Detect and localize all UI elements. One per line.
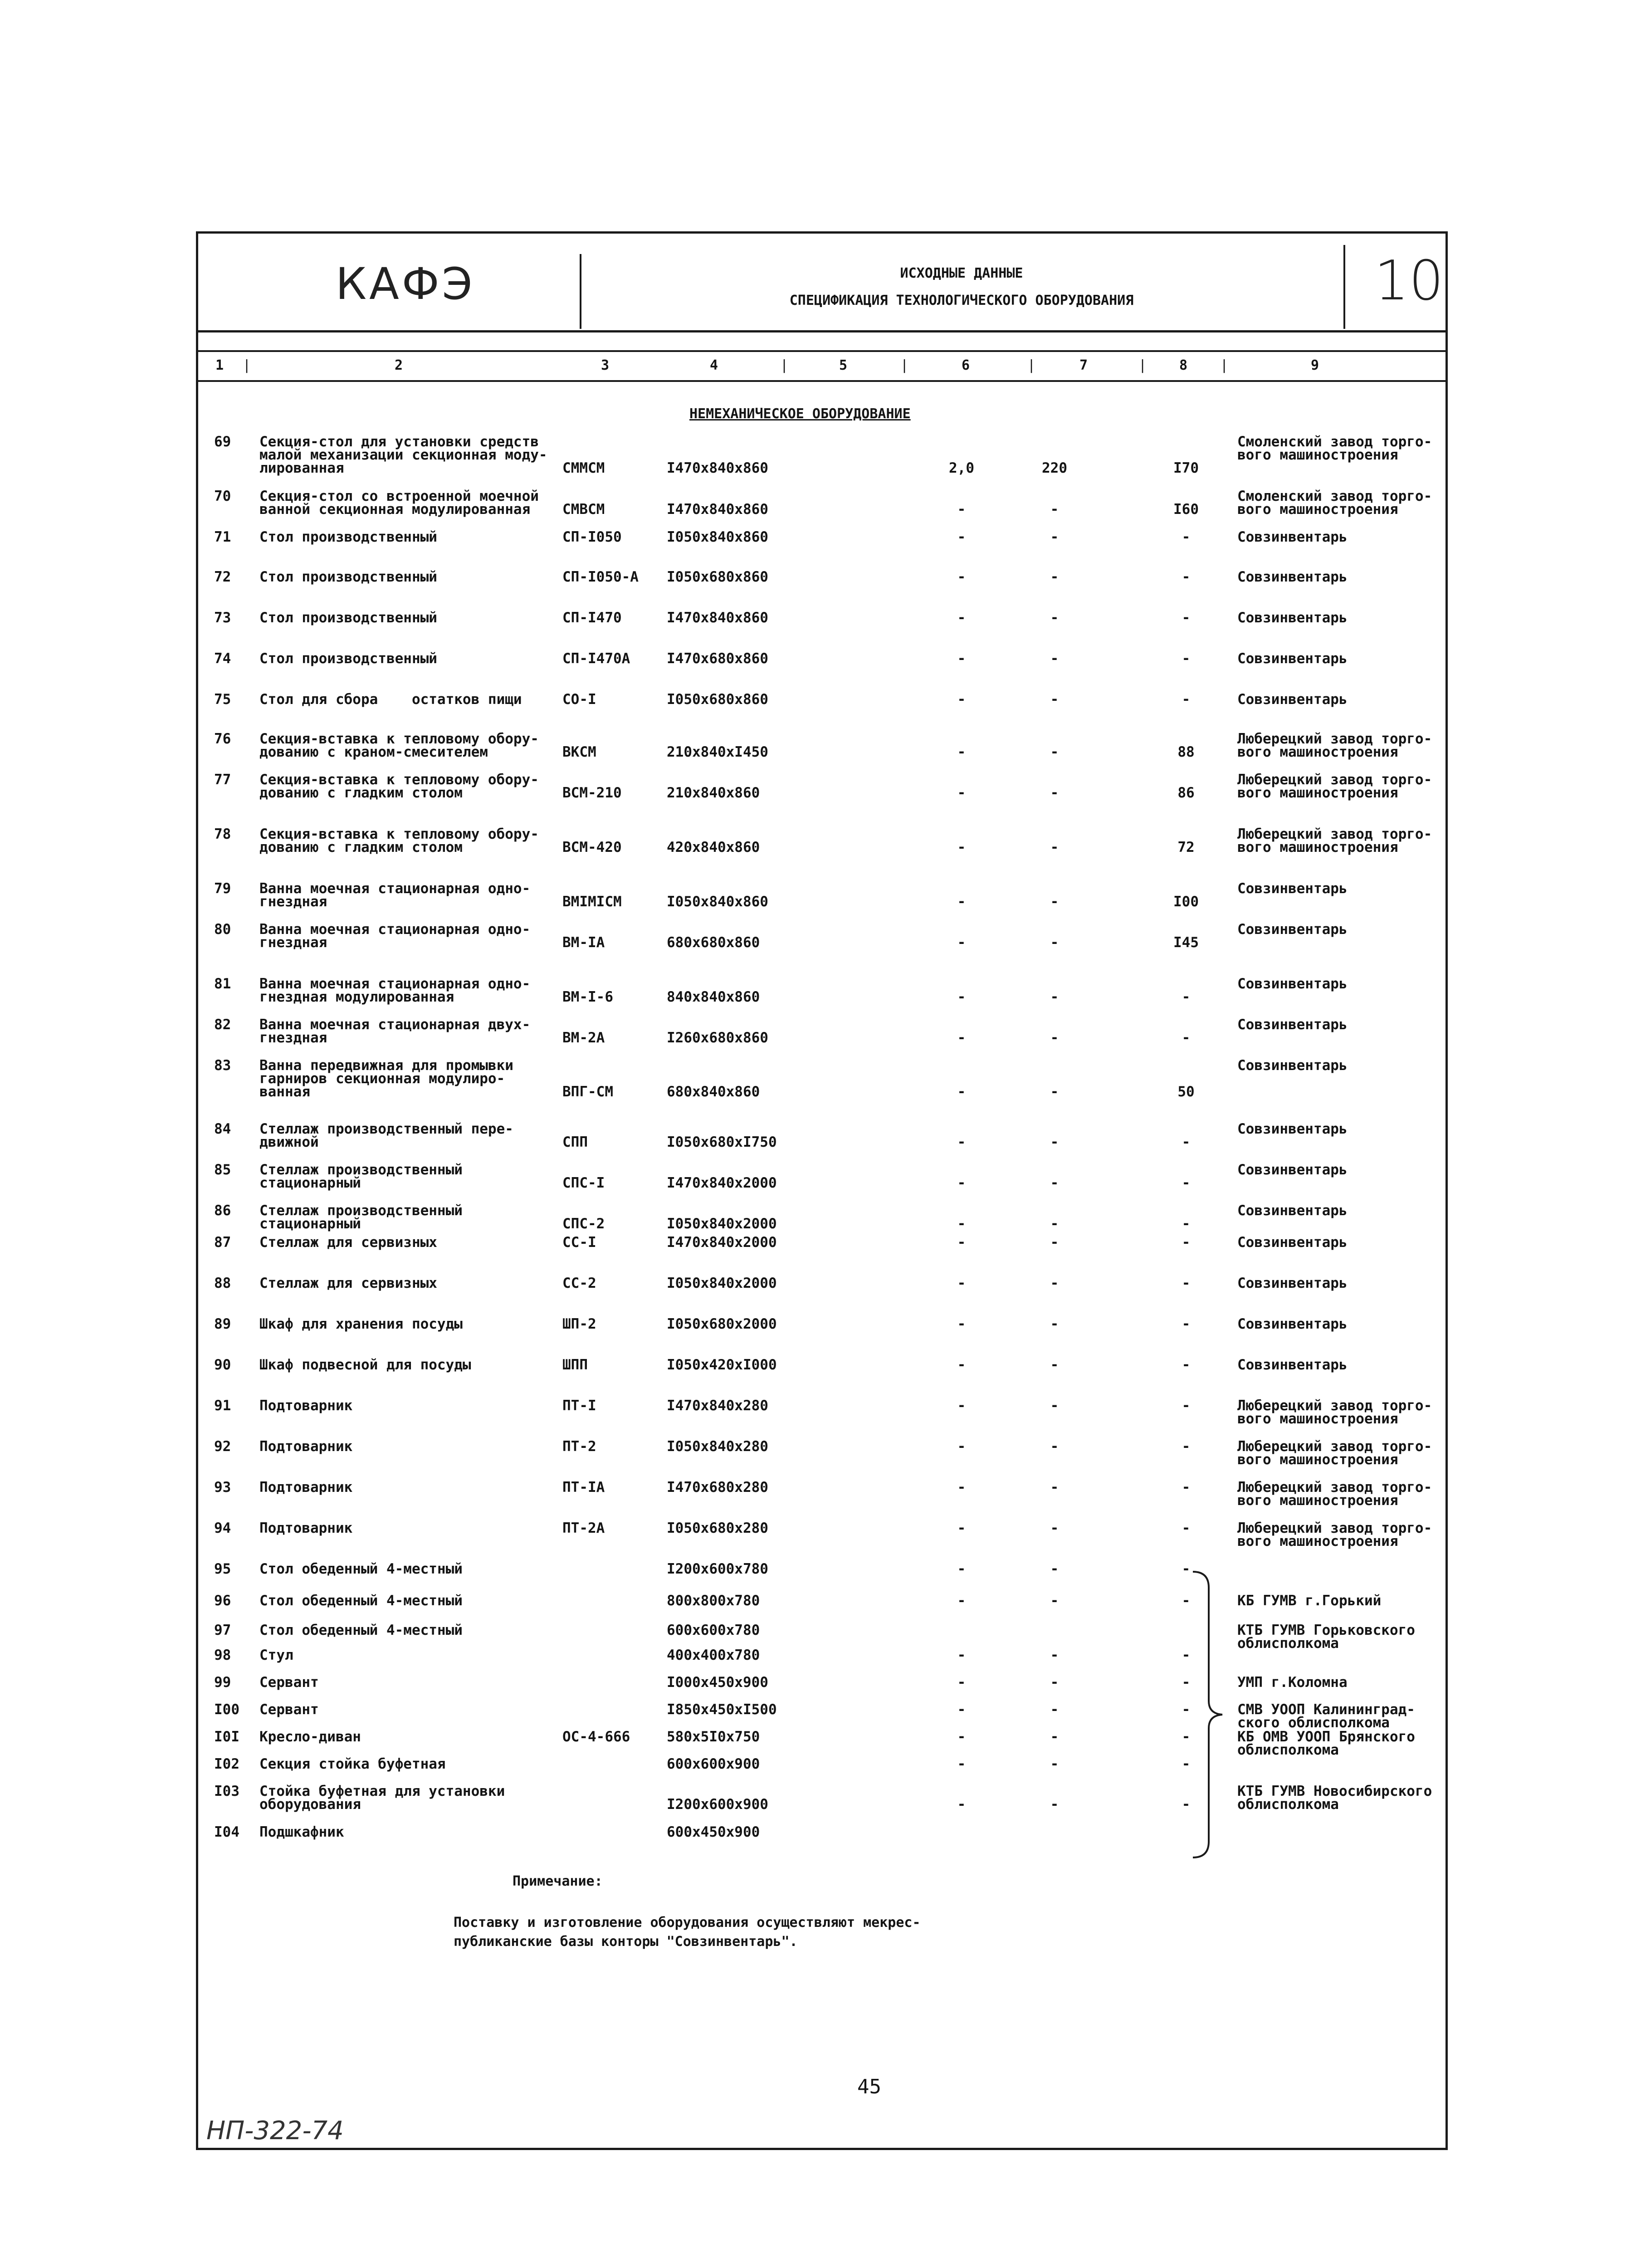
item-manufacturer: Смоленский завод торго- вого машиностроения [1237,488,1432,518]
item-name: Подтоварник [259,1479,353,1496]
item-name: Сервант [259,1674,319,1691]
item-mark: ПТ-I [562,1398,596,1414]
item-manufacturer: Люберецкий завод торго- вого машиностроения [1237,1520,1432,1549]
item-manufacturer: Совзинвентарь [1237,569,1348,585]
item-col8: 88 [1177,744,1195,760]
item-col6: - [957,1275,966,1291]
note-title: Примечание: [513,1873,603,1889]
item-mark: ШПП [562,1357,588,1373]
item-dimensions: I470x840x860 [667,460,768,476]
item-name: Шкаф для хранения посуды [259,1316,463,1332]
item-dimensions: I470x840x2000 [667,1234,777,1251]
column-separator: | [1220,357,1229,373]
item-name: Секция-стол для установки средств малой механизации секционная моду- лированная [259,434,547,476]
item-col7: - [1050,650,1059,667]
row-number: 93 [214,1479,231,1496]
item-col7: - [1050,1030,1059,1046]
item-manufacturer: КТБ ГУМВ Новосибирского облисполкома [1237,1783,1432,1813]
item-dimensions: I470x680x860 [667,650,768,667]
row-number: 73 [214,610,231,626]
item-col7: - [1050,1561,1059,1577]
item-col8: - [1182,691,1191,708]
item-col6: - [957,894,966,910]
item-col6: - [957,529,966,545]
row-number: 77 [214,772,231,788]
item-name: Ванна моечная стационарная одно- гнездная [259,921,531,951]
item-col7: - [1050,610,1059,626]
item-col6: - [957,1134,966,1150]
item-col6: - [957,1316,966,1332]
column-header-7: 7 [1079,357,1088,373]
item-col8: - [1182,1647,1191,1663]
item-col6: - [957,1175,966,1191]
item-dimensions: 210x840xI450 [667,744,768,760]
item-col7: - [1050,1216,1059,1232]
item-manufacturer: Люберецкий завод торго- вого машиностроения [1237,1438,1432,1468]
row-number: I04 [214,1824,239,1840]
item-col8: - [1182,1316,1191,1332]
item-dimensions: I050x680x860 [667,569,768,585]
item-name: Стол обеденный 4-местный [259,1561,463,1577]
item-dimensions: 800x800x780 [667,1593,760,1609]
item-mark: СМВСМ [562,501,605,518]
row-number: 87 [214,1234,231,1251]
item-col8: - [1182,1561,1191,1577]
item-col8: 86 [1177,785,1195,801]
item-col7: - [1050,785,1059,801]
item-manufacturer: СМВ УООП Калининград- ского облисполкома [1237,1701,1415,1731]
item-mark: ПТ-IА [562,1479,605,1496]
item-manufacturer: КБ ГУМВ г.Горький [1237,1593,1382,1609]
item-col6: - [957,1674,966,1691]
header-title-line1: ИСХОДНЫЕ ДАННЫЕ [900,265,1023,281]
item-col7: - [1050,1647,1059,1663]
row-number: I03 [214,1783,239,1799]
item-dimensions: I260x680x860 [667,1030,768,1046]
company-logo: КАФЭ [336,259,475,309]
item-manufacturer: Совзинвентарь [1237,880,1348,897]
item-mark: ПТ-2 [562,1438,596,1455]
item-name: Стол для сбора остатков пищи [259,691,522,708]
sheet-number: 10 [1374,249,1444,313]
item-dimensions: I050x840x2000 [667,1216,777,1232]
column-header-5: 5 [839,357,848,373]
group-brace [1191,1569,1227,1860]
item-col6: - [957,501,966,518]
item-col7: - [1050,1084,1059,1100]
row-number: 75 [214,691,231,708]
item-dimensions: I050x680xI750 [667,1134,777,1150]
item-dimensions: I470x840x2000 [667,1175,777,1191]
item-name: Подтоварник [259,1520,353,1536]
item-col7: - [1050,501,1059,518]
column-header-8: 8 [1179,357,1188,373]
row-number: 85 [214,1162,231,1178]
item-mark: СО-I [562,691,596,708]
row-number: 89 [214,1316,231,1332]
row-number: 99 [214,1674,231,1691]
item-name: Секция-стол со встроенной моечной ванной секционная модулированная [259,488,539,518]
item-dimensions: I050x840x860 [667,529,768,545]
item-manufacturer: Люберецкий завод торго- вого машиностроения [1237,731,1432,760]
item-name: Стойка буфетная для установки оборудования [259,1783,505,1813]
column-header-3: 3 [601,357,610,373]
item-col7: - [1050,1701,1059,1718]
item-dimensions: 680x680x860 [667,934,760,951]
item-name: Стеллаж для сервизных [259,1234,437,1251]
item-mark: СС-2 [562,1275,596,1291]
item-name: Ванна передвижная для промывки гарниров секционная модулиро- ванная [259,1057,513,1100]
item-manufacturer: Совзинвентарь [1237,1275,1348,1291]
item-col7: - [1050,989,1059,1005]
item-col7: - [1050,1438,1059,1455]
item-col6: - [957,1593,966,1609]
item-mark: ВМIМIСМ [562,894,622,910]
row-number: 96 [214,1593,231,1609]
item-mark: СП-I470А [562,650,630,667]
item-mark: СММСМ [562,460,605,476]
item-col6: - [957,691,966,708]
item-col8: - [1182,569,1191,585]
item-dimensions: 420x840x860 [667,839,760,855]
item-mark: СП-I470 [562,610,622,626]
column-header-2: 2 [395,357,403,373]
item-col6: - [957,1030,966,1046]
item-col6: - [957,610,966,626]
item-manufacturer: Совзинвентарь [1237,1357,1348,1373]
row-number: 69 [214,434,231,450]
item-manufacturer: Совзинвентарь [1237,1316,1348,1332]
item-manufacturer: Люберецкий завод торго- вого машиностроения [1237,826,1432,855]
item-mark: СПП [562,1134,588,1150]
item-dimensions: I050x840x280 [667,1438,768,1455]
item-col6: 2,0 [949,460,974,476]
item-manufacturer: Люберецкий завод торго- вого машиностроения [1237,1479,1432,1509]
item-dimensions: 400x400x780 [667,1647,760,1663]
item-manufacturer: Совзинвентарь [1237,691,1348,708]
row-number: I00 [214,1701,239,1718]
item-col6: - [957,1438,966,1455]
item-dimensions: 580x5I0x750 [667,1729,760,1745]
item-name: Секция-вставка к тепловому обору- дованию с гладким столом [259,826,539,855]
item-name: Шкаф подвесной для посуды [259,1357,471,1373]
row-number: I02 [214,1756,239,1772]
item-mark: СП-I050 [562,529,622,545]
item-col8: 50 [1177,1084,1195,1100]
item-name: Сервант [259,1701,319,1718]
item-dimensions: 840x840x860 [667,989,760,1005]
column-header-4: 4 [710,357,718,373]
item-col6: - [957,1216,966,1232]
item-col7: - [1050,529,1059,545]
item-col8: - [1182,1030,1191,1046]
item-manufacturer: Совзинвентарь [1237,1234,1348,1251]
item-col7: - [1050,1316,1059,1332]
item-name: Ванна моечная стационарная одно- гнездная [259,880,531,910]
item-dimensions: I470x840x860 [667,501,768,518]
header-bottom-rule [196,330,1448,332]
row-number: 76 [214,731,231,747]
item-dimensions: I050x680x2000 [667,1316,777,1332]
item-col8: - [1182,1175,1191,1191]
item-col6: - [957,1479,966,1496]
item-name: Подтоварник [259,1398,353,1414]
row-number: 90 [214,1357,231,1373]
item-col6: - [957,1701,966,1718]
item-name: Стол производственный [259,529,437,545]
item-col6: - [957,569,966,585]
header-divider-right [1343,245,1345,329]
item-col8: - [1182,1701,1191,1718]
item-col6: - [957,839,966,855]
item-col8: - [1182,1479,1191,1496]
item-col7: 220 [1042,460,1067,476]
item-col8: - [1182,1520,1191,1536]
item-dimensions: I050x680x280 [667,1520,768,1536]
row-number: 81 [214,976,231,992]
row-number: 70 [214,488,231,504]
item-col6: - [957,989,966,1005]
item-dimensions: I050x840x2000 [667,1275,777,1291]
item-col8: I60 [1173,501,1199,518]
item-col8: - [1182,1216,1191,1232]
item-col8: - [1182,1357,1191,1373]
item-mark: ВСМ-420 [562,839,622,855]
column-separator: | [1027,357,1036,373]
column-header-bottom-rule [196,380,1448,382]
item-col6: - [957,1234,966,1251]
item-name: Ванна моечная стационарная одно- гнездная модулированная [259,976,531,1005]
row-number: 94 [214,1520,231,1536]
item-manufacturer: Совзинвентарь [1237,529,1348,545]
note-text: Поставку и изготовление оборудования осуществляют мекрес- публиканские базы конторы "Совзинвентарь". [454,1915,921,1950]
item-dimensions: 600x450x900 [667,1824,760,1840]
item-col7: - [1050,1520,1059,1536]
item-col8: - [1182,1275,1191,1291]
item-dimensions: 600x600x900 [667,1756,760,1772]
item-col6: - [957,1084,966,1100]
item-col7: - [1050,1756,1059,1772]
item-col7: - [1050,1275,1059,1291]
column-header-top-rule [196,350,1448,352]
item-dimensions: 680x840x860 [667,1084,760,1100]
item-col8: - [1182,650,1191,667]
item-col6: - [957,1520,966,1536]
item-col7: - [1050,1593,1059,1609]
item-col8: - [1182,1729,1191,1745]
item-name: Подшкафник [259,1824,344,1840]
item-col6: - [957,1647,966,1663]
item-dimensions: I200x600x780 [667,1561,768,1577]
item-name: Стеллаж для сервизных [259,1275,437,1291]
item-col6: - [957,1756,966,1772]
item-name: Стеллаж производственный стационарный [259,1202,463,1232]
item-dimensions: I050x840x860 [667,894,768,910]
item-col7: - [1050,839,1059,855]
item-name: Стул [259,1647,293,1663]
column-separator: | [900,357,909,373]
item-name: Стеллаж производственный пере- движной [259,1121,513,1150]
document-code: НП-322-74 [206,2116,344,2146]
row-number: 88 [214,1275,231,1291]
item-manufacturer: Совзинвентарь [1237,650,1348,667]
item-col7: - [1050,1398,1059,1414]
item-col6: - [957,650,966,667]
item-col6: - [957,934,966,951]
item-col6: - [957,1357,966,1373]
item-col8: - [1182,529,1191,545]
section-title: НЕМЕХАНИЧЕСКОЕ ОБОРУДОВАНИЕ [689,406,911,422]
item-manufacturer: Совзинвентарь [1237,1057,1348,1074]
row-number: 79 [214,880,231,897]
row-number: 80 [214,921,231,938]
item-col8: - [1182,1134,1191,1150]
item-mark: ПТ-2А [562,1520,605,1536]
item-mark: СПС-2 [562,1216,605,1232]
row-number: 74 [214,650,231,667]
row-number: 98 [214,1647,231,1663]
item-col8: I70 [1173,460,1199,476]
column-header-1: 1 [215,357,224,373]
item-dimensions: I050x420xI000 [667,1357,777,1373]
item-col7: - [1050,744,1059,760]
header-title-line2: СПЕЦИФИКАЦИЯ ТЕХНОЛОГИЧЕСКОГО ОБОРУДОВАНИЯ [789,293,1134,308]
item-name: Подтоварник [259,1438,353,1455]
item-name: Секция-вставка к тепловому обору- дованию с краном-смесителем [259,731,539,760]
row-number: 91 [214,1398,231,1414]
item-col8: 72 [1177,839,1195,855]
item-manufacturer: Совзинвентарь [1237,976,1348,992]
page-frame [196,231,1448,2150]
item-col8: I45 [1173,934,1199,951]
item-manufacturer: КБ ОМВ УООП Брянского облисполкома [1237,1729,1415,1758]
item-manufacturer: Совзинвентарь [1237,610,1348,626]
item-name: Стол обеденный 4-местный [259,1622,463,1638]
row-number: 97 [214,1622,231,1638]
item-col6: - [957,1398,966,1414]
item-manufacturer: Смоленский завод торго- вого машиностроения [1237,434,1432,463]
item-mark: ШП-2 [562,1316,596,1332]
item-manufacturer: КТБ ГУМВ Горьковского облисполкома [1237,1622,1415,1652]
item-mark: ВМ-IА [562,934,605,951]
item-col8: - [1182,1674,1191,1691]
item-manufacturer: Люберецкий завод торго- вого машиностроения [1237,772,1432,801]
item-name: Стол производственный [259,569,437,585]
row-number: I0I [214,1729,239,1745]
item-dimensions: 600x600x780 [667,1622,760,1638]
item-mark: ВМ-I-6 [562,989,613,1005]
item-col7: - [1050,1357,1059,1373]
item-mark: ВМ-2А [562,1030,605,1046]
item-manufacturer: Совзинвентарь [1237,1162,1348,1178]
item-col8: - [1182,1756,1191,1772]
column-header-6: 6 [962,357,970,373]
item-col7: - [1050,894,1059,910]
item-manufacturer: Люберецкий завод торго- вого машиностроения [1237,1398,1432,1427]
item-col8: - [1182,1234,1191,1251]
item-mark: СПС-I [562,1175,605,1191]
item-name: Секция-вставка к тепловому обору- дованию с гладким столом [259,772,539,801]
item-col8: I00 [1173,894,1199,910]
item-manufacturer: Совзинвентарь [1237,921,1348,938]
row-number: 72 [214,569,231,585]
row-number: 71 [214,529,231,545]
item-col7: - [1050,569,1059,585]
item-col6: - [957,1729,966,1745]
item-dimensions: I000x450x900 [667,1674,768,1691]
item-name: Стеллаж производственный стационарный [259,1162,463,1191]
item-name: Стол производственный [259,650,437,667]
item-col7: - [1050,1674,1059,1691]
item-name: Секция стойка буфетная [259,1756,446,1772]
item-col8: - [1182,1438,1191,1455]
item-dimensions: I470x840x860 [667,610,768,626]
item-col7: - [1050,1175,1059,1191]
item-col8: - [1182,610,1191,626]
item-col6: - [957,1796,966,1813]
row-number: 95 [214,1561,231,1577]
item-name: Стол производственный [259,610,437,626]
item-col7: - [1050,1234,1059,1251]
item-manufacturer: Совзинвентарь [1237,1202,1348,1219]
item-mark: ВСМ-210 [562,785,622,801]
item-name: Ванна моечная стационарная двух- гнездная [259,1017,531,1046]
item-col7: - [1050,1796,1059,1813]
item-col8: - [1182,1796,1191,1813]
item-col6: - [957,1561,966,1577]
item-dimensions: I470x840x280 [667,1398,768,1414]
row-number: 86 [214,1202,231,1219]
item-dimensions: I200x600x900 [667,1796,768,1813]
item-mark: СП-I050-А [562,569,639,585]
item-col8: - [1182,1593,1191,1609]
row-number: 83 [214,1057,231,1074]
item-col7: - [1050,1479,1059,1496]
item-dimensions: I470x680x280 [667,1479,768,1496]
item-manufacturer: УМП г.Коломна [1237,1674,1348,1691]
item-manufacturer: Совзинвентарь [1237,1121,1348,1137]
item-col7: - [1050,691,1059,708]
item-name: Кресло-диван [259,1729,361,1745]
item-mark: ВКСМ [562,744,596,760]
item-col8: - [1182,989,1191,1005]
item-mark: СС-I [562,1234,596,1251]
item-col6: - [957,744,966,760]
item-dimensions: 210x840x860 [667,785,760,801]
item-col8: - [1182,1398,1191,1414]
column-separator: | [243,357,251,373]
row-number: 82 [214,1017,231,1033]
item-dimensions: I850x450xI500 [667,1701,777,1718]
row-number: 78 [214,826,231,842]
item-name: Стол обеденный 4-местный [259,1593,463,1609]
item-col7: - [1050,934,1059,951]
row-number: 84 [214,1121,231,1137]
column-separator: | [1138,357,1147,373]
column-header-9: 9 [1311,357,1319,373]
item-mark: ОС-4-666 [562,1729,630,1745]
item-col7: - [1050,1729,1059,1745]
item-mark: ВПГ-СМ [562,1084,613,1100]
page-number: 45 [857,2075,881,2098]
item-manufacturer: Совзинвентарь [1237,1017,1348,1033]
item-dimensions: I050x680x860 [667,691,768,708]
row-number: 92 [214,1438,231,1455]
item-col7: - [1050,1134,1059,1150]
column-separator: | [780,357,789,373]
item-col6: - [957,785,966,801]
